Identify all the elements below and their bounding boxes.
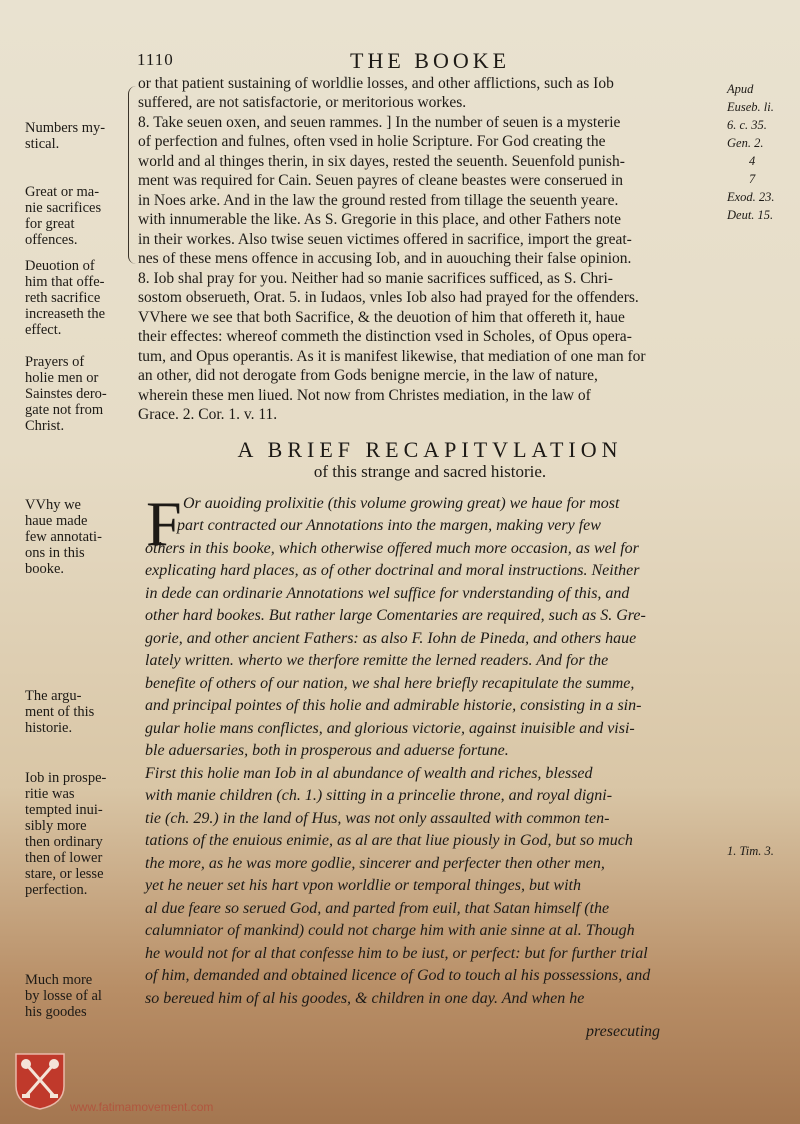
- margin-line: sibly more: [25, 818, 87, 834]
- note-line: in Noes arke. And in the law the ground rested from tillage the seuenth yeare.: [138, 192, 619, 209]
- margin-line: ons in this: [25, 545, 85, 561]
- margin-line: tempted inui-: [25, 802, 103, 818]
- note-line: sostom obserueth, Orat. 5. in Iudaos, vnles Iob also had prayed for the offenders.: [138, 289, 639, 306]
- website-watermark: www.fatimamovement.com: [70, 1100, 214, 1114]
- margin-ref-tim: 1. Tim. 3.: [727, 844, 774, 858]
- recap-line: explicating hard places, as of other doctrinal and moral instructions. Neither: [145, 562, 640, 579]
- margin-line: Deuotion of: [25, 258, 95, 274]
- margin-line: then ordinary: [25, 834, 103, 850]
- margin-line: holie men or: [25, 370, 99, 386]
- running-title: THE BOOKE: [350, 48, 511, 73]
- margin-line: him that offe-: [25, 274, 105, 290]
- note-line: of perfection and fulnes, often vsed in holie Scripture. For God creating the: [138, 133, 606, 150]
- margin-ref: Exod. 23.: [727, 190, 775, 204]
- margin-line: gate not from: [25, 402, 104, 418]
- note-line: nes of these mens offence in accusing Iob, and in auouching their false opinion.: [138, 250, 632, 267]
- margin-line: nie sacrifices: [25, 200, 102, 216]
- note-line: their effectes: whereof commeth the distinction vsed in Scholes, of Opus opera-: [138, 328, 632, 345]
- margin-line: offences.: [25, 232, 78, 248]
- note-line: with innumerable the like. As S. Gregorie in this place, and other Fathers note: [138, 211, 621, 228]
- note-line: VVhere we see that both Sacrifice, & the deuotion of him that offereth it, haue: [138, 309, 625, 326]
- margin-ref: 4: [749, 154, 756, 168]
- margin-line: his goodes: [25, 1004, 87, 1020]
- margin-line: Numbers my-: [25, 120, 106, 136]
- recap-line: yet he neuer set his hart vpon worldlie or temporal thinges, but with: [145, 877, 581, 894]
- drop-cap: F: [146, 488, 182, 559]
- margin-ref: Euseb. li.: [727, 100, 774, 114]
- note-line: 8. Iob shal pray for you. Neither had so manie sacrifices sufficed, as S. Chri-: [138, 270, 613, 287]
- note-line: or that patient sustaining of worldlie losses, and other afflictions, such as Iob: [138, 75, 614, 92]
- recap-subtitle: of this strange and sacred historie.: [313, 462, 547, 481]
- note-line: 8. Take seuen oxen, and seuen rammes. ] In the number of seuen is a mysterie: [138, 114, 621, 131]
- recap-line: in dede can ordinarie Annotations wel suffice for vnderstanding of this, and: [145, 585, 630, 602]
- note-line: world and al thinges therin, in six dayes, rested the seuenth. Seuenfold punish-: [138, 153, 625, 170]
- margin-line: historie.: [25, 720, 73, 736]
- margin-note-deuotion: [25, 258, 140, 338]
- margin-line: Christ.: [25, 418, 65, 434]
- recap-line: calumniator of mankind) could not charge him with anie sinne at al. Though: [145, 922, 635, 939]
- margin-note-prosperity: [25, 770, 140, 898]
- recap-line: tations of the enuious enimie, as al are that liue piously in God, but so much: [145, 832, 633, 849]
- margin-ref: Gen. 2.: [727, 136, 764, 150]
- margin-line: haue made: [25, 513, 88, 529]
- margin-ref: 6. c. 35.: [727, 118, 767, 132]
- note-line: wherein these men liued. Not now from Christes mediation, in the law of: [138, 387, 591, 404]
- recap-line: lately written. wherto we therfore remitte the lerned readers. And for the: [145, 652, 609, 669]
- catchword: presecuting: [586, 1023, 661, 1040]
- margin-line: then of lower: [25, 850, 103, 866]
- recap-line: tie (ch. 29.) in the land of Hus, was not only assaulted with common ten-: [145, 810, 610, 827]
- margin-note-numbers: [25, 120, 140, 152]
- note-line: in their workes. Also twise seuen victimes offered in sacrifice, import the great-: [138, 231, 632, 248]
- papal-keys-emblem-icon: [14, 1052, 66, 1110]
- margin-line: reth sacrifice: [25, 290, 101, 306]
- recap-line: so bereued him of al his goodes, & children in one day. And when he: [145, 990, 585, 1007]
- margin-refs-right: [727, 80, 797, 224]
- recap-line: gorie, and other ancient Fathers: as also F. Iohn de Pineda, and others haue: [145, 630, 637, 647]
- margin-line: ment of this: [25, 704, 95, 720]
- margin-note-why: [25, 497, 140, 577]
- margin-note-goodes: [25, 972, 140, 1020]
- recap-line: benefite of others of our nation, we shal here briefly recapitulate the summe,: [145, 675, 635, 692]
- margin-line: by losse of al: [25, 988, 102, 1004]
- recap-line: the more, as he was more godlie, sincerer and perfecter then other men,: [145, 855, 605, 872]
- recap-line: ble aduersaries, both in prosperous and aduerse fortune.: [145, 742, 509, 759]
- note-line: Grace. 2. Cor. 1. v. 11.: [138, 406, 278, 423]
- recap-line: al due feare so serued God, and parted from euil, that Satan himself (the: [145, 900, 610, 917]
- recap-line: he would not for al that confesse him to be iust, or perfect: but for further trial: [145, 945, 648, 962]
- recap-line: with manie children (ch. 1.) sitting in a princelie throne, and royal digni-: [145, 787, 613, 804]
- recap-line: part contracted our Annotations into the margen, making very few: [177, 517, 601, 534]
- margin-line: Much more: [25, 972, 93, 988]
- recap-line: others in this booke, which otherwise offered much more occasion, as wel for: [145, 540, 639, 557]
- recap-line: of him, demanded and obtained licence of God to touch al his possessions, and: [145, 967, 651, 984]
- note-line: tum, and Opus operantis. As it is manifest likewise, that mediation of one man for: [138, 348, 646, 365]
- page-number: 1110: [137, 50, 174, 69]
- margin-line: Sainstes dero-: [25, 386, 107, 402]
- margin-ref: 7: [749, 172, 756, 186]
- margin-line: The argu-: [25, 688, 82, 704]
- margin-note-sacrifices: [25, 184, 140, 248]
- recap-line: and principal pointes of this holie and admirable historie, consisting in a sin-: [145, 697, 642, 714]
- margin-line: perfection.: [25, 882, 88, 898]
- recap-line: other hard bookes. But rather large Comentaries are required, such as S. Gre-: [145, 607, 646, 624]
- margin-line: Iob in prospe-: [25, 770, 107, 786]
- margin-ref: Deut. 15.: [727, 208, 774, 222]
- margin-note-prayers: [25, 354, 140, 434]
- note-line: an other, did not derogate from Gods benigne mercie, in the law of nature,: [138, 367, 598, 384]
- margin-note-argument: [25, 688, 140, 736]
- margin-line: few annotati-: [25, 529, 102, 545]
- margin-line: effect.: [25, 322, 62, 338]
- margin-line: stical.: [25, 136, 60, 152]
- margin-line: Great or ma-: [25, 184, 100, 200]
- recap-line: First this holie man Iob in al abundance of wealth and riches, blessed: [145, 765, 593, 782]
- margin-line: booke.: [25, 561, 65, 577]
- note-line: ment was required for Cain. Seuen payres of cleane beastes were conserued in: [138, 172, 624, 189]
- margin-line: stare, or lesse: [25, 866, 104, 882]
- recap-title: A BRIEF RECAPITVLATION: [237, 437, 623, 462]
- margin-line: for great: [25, 216, 75, 232]
- recap-line: Or auoiding prolixitie (this volume growing great) we haue for most: [183, 495, 620, 512]
- margin-line: VVhy we: [25, 497, 81, 513]
- margin-line: Prayers of: [25, 354, 85, 370]
- margin-ref: Apud: [727, 82, 754, 96]
- note-line: suffered, are not satisfactorie, or meritorious workes.: [138, 94, 467, 111]
- margin-line: ritie was: [25, 786, 75, 802]
- recap-line: gular holie mans conflictes, and glorious victorie, against inuisible and visi-: [145, 720, 635, 737]
- margin-line: increaseth the: [25, 306, 106, 322]
